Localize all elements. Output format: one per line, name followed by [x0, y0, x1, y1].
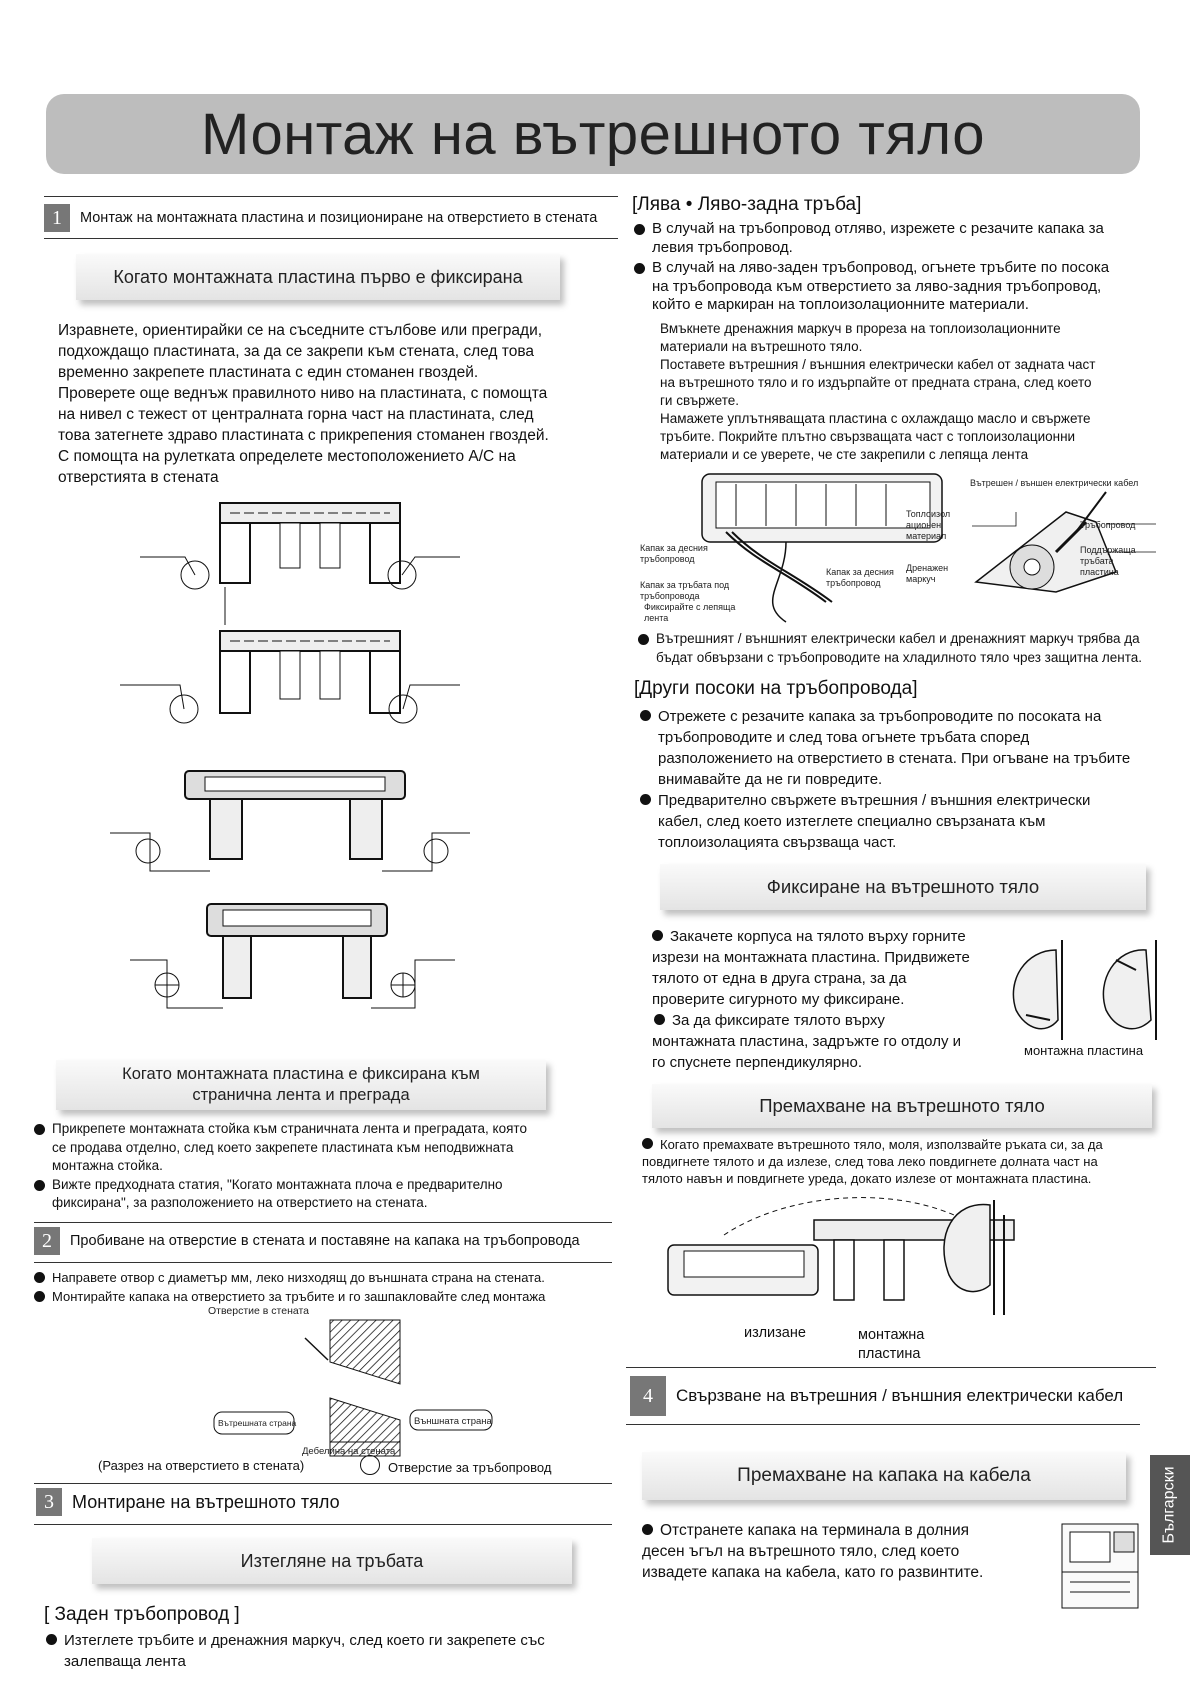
plate-label-line: пластина [858, 1346, 921, 1362]
wall-hole-diagram [210, 1316, 500, 1466]
right-cover-label: тръбопровод [826, 578, 881, 588]
text-line: материали на вътрешното тяло. [660, 339, 863, 354]
text-line: С помощта на рулетката определете местоположението A/C на [58, 448, 516, 465]
text-line: Монтирайте капака на отверстието за тръбите и го зашпакловайте след монтажа [52, 1289, 546, 1304]
text-line: Закачете корпуса на тялото върху горните [670, 928, 966, 945]
subsection-title: Когато монтажната пластина първо е фиксирана [113, 266, 523, 287]
cable-cover-text [642, 1520, 1032, 1583]
divider [44, 196, 618, 197]
other-directions-title: [Други посоки на тръбопровода] [634, 678, 918, 699]
subsection-box [652, 1084, 1152, 1128]
text-line: ги свържете. [660, 393, 740, 408]
diagram-label [826, 567, 894, 589]
text-line: монтажна стойка. [52, 1158, 163, 1173]
text-line: повдигнете тялото и да излезе, след това леко повдигнете долната част на [642, 1154, 1098, 1169]
divider [34, 1524, 612, 1525]
text-line: Поставете вътрешния / външния електрически кабел от задната част [660, 357, 1096, 372]
plate-diagram-2 [120, 625, 460, 725]
section-heading: Пробиване на отверстие в стената и поставяне на капака на тръбопровода [70, 1233, 580, 1249]
divider [44, 238, 618, 239]
hole-label: Отверстие в стената [208, 1305, 310, 1317]
section-caption: (Разрез на отверстието в стената) [98, 1458, 305, 1473]
text-line: бъдат обвързани с тръбопроводите на хладилното тяло чрез защитна лента. [656, 649, 1143, 665]
text-line: Вижте предходната статия, "Когато монтажната плоча е предварително [52, 1176, 503, 1192]
subsection-box [660, 864, 1146, 910]
diagram-label [906, 509, 950, 542]
text-line: тялото навън и повдигнете уреда, докато излезе от монтажната пластина. [642, 1171, 1092, 1186]
bottom-cover-label: Капак за тръбата под [640, 580, 730, 590]
bullet-icon [634, 263, 645, 274]
text-line: тръбите. Покрийте плътно свързващата част с топлоизолационни [660, 429, 1076, 444]
section-number: 4 [630, 1376, 666, 1416]
plate-label-line: монтажна [858, 1327, 925, 1343]
text-line: подхождащо пластината, за да се закрепи към стената, след това [58, 343, 535, 360]
drain-hose-label: маркуч [906, 574, 936, 584]
section-4-header [630, 1376, 1123, 1416]
outer-side-label: Външната страна [414, 1416, 492, 1427]
divider [34, 1483, 612, 1484]
text-line: Проверете още веднъж правилното ниво на пластината, с помощта [58, 385, 548, 402]
insulation-label: ационен [906, 520, 942, 530]
pipe-hole-icon [360, 1455, 380, 1475]
text-line: Вътрешният / външният електрически кабел и дренажният маркуч трябва да [656, 631, 1140, 646]
text-line: Когато премахвате вътрешното тяло, моля, използвайте ръката си, за да [660, 1137, 1103, 1152]
text-line: За да фиксирате тялото върху [672, 1012, 885, 1029]
text-line: проверите сигурното му фиксиране. [652, 991, 905, 1008]
pipe-label: Тръбопровод [1080, 520, 1136, 530]
tape-label: Фиксирайте с лепяща [644, 602, 736, 612]
section-number: 1 [44, 204, 70, 232]
bullet-icon [634, 224, 645, 235]
bullet-icon [640, 794, 651, 805]
right-cover-label: Капак за десния [640, 543, 708, 553]
bullet-icon [34, 1291, 45, 1302]
page-title: Монтаж на вътрешното тяло [200, 101, 985, 167]
left-pipe-notes [660, 320, 1180, 464]
subsection-box [76, 254, 560, 300]
text-line: тръбопроводите и след това огънете тръбата според [658, 729, 1030, 746]
diagram-label [640, 543, 708, 565]
tape-label: лента [644, 613, 669, 623]
exit-label: излизане [744, 1325, 806, 1341]
diagram-label [1080, 545, 1136, 578]
text-line: монтажната пластина, задръжте го отдолу и [652, 1033, 961, 1050]
mounting-plate-label: монтажна пластина [1024, 1043, 1144, 1058]
subsection-title: Премахване на капака на кабела [737, 1465, 1031, 1486]
text-line: Отрежете с резачите капака за тръбопроводите по посоката на [658, 708, 1102, 725]
plate-instructions [58, 320, 598, 488]
text-line: В случай на ляво-заден тръбопровод, огънете тръбите по посока [652, 259, 1110, 276]
subsection-title: Изтегляне на тръбата [240, 1550, 424, 1571]
side-strip-bullets [34, 1120, 614, 1213]
text-line: отверстията в стената [58, 469, 219, 486]
text-line: фиксирана", за разположението на отверстието на стената. [52, 1195, 428, 1210]
section-1-header [44, 204, 597, 232]
text-line: Направете отвор с диаметър мм, леко низходящ до външната страна на стената. [52, 1270, 545, 1285]
text-line: В случай на тръбопровод отляво, изрежете с резачите капака за [652, 220, 1104, 237]
text-line: внимавайте да не ги повредите. [658, 771, 883, 788]
bullet-icon [654, 1014, 665, 1025]
diagram-label [906, 563, 948, 585]
text-line: Намажете уплътняващата пластина с охлаждащо масло и свържете [660, 411, 1091, 426]
subsection-box [642, 1452, 1126, 1500]
text-line: се продава отделно, след което закрепете пластината към неподвижната [52, 1139, 514, 1155]
removal-diagram [664, 1195, 1164, 1325]
language-label: Български [1161, 1466, 1178, 1544]
text-line: който е маркиран на топлоизолационните материали. [652, 296, 1029, 313]
text-line: материали и се уверете, че сте закрепили с лепяща лента [660, 447, 1029, 462]
fixing-diagram [1006, 940, 1176, 1050]
section-heading: Монтаж на монтажната пластина и позициониране на отверстието в стената [80, 210, 598, 226]
text-line: Изравнете, ориентирайки се на съседните стълбове или прегради, [58, 322, 543, 339]
bullet-icon [34, 1272, 45, 1283]
text-line: кабел, след което изтеглете специално свързаната към [658, 813, 1046, 830]
plate-label [858, 1326, 924, 1364]
text-line: разположението на отверстието в стената. При огъване на тръбите [658, 750, 1131, 767]
text-line: Прикрепете монтажната стойка към страничната лента и преградата, която [52, 1121, 527, 1136]
text-line: извадете капака на кабела, като го развинтите. [642, 1564, 984, 1581]
plate-diagram-3 [110, 767, 470, 872]
support-plate-label: Поддържаща [1080, 545, 1136, 555]
section-heading: Свързване на вътрешния / външния електрически кабел [676, 1386, 1124, 1405]
text-line: това затегнете здраво пластината с прикрепения стоманен гвоздей. [58, 427, 549, 444]
divider [34, 1262, 612, 1263]
support-plate-label: пластина [1080, 567, 1119, 577]
subsection-title: Премахване на вътрешното тяло [759, 1095, 1045, 1116]
cable-binding-note [638, 630, 1178, 667]
language-tab [1150, 1455, 1190, 1555]
text-line: десен ъгъл на вътрешното тяло, след което [642, 1543, 960, 1560]
section-3-header [36, 1488, 340, 1516]
text-line: Предварително свържете вътрешния / външния електрически [658, 792, 1091, 809]
support-plate-label: тръбата [1080, 556, 1114, 566]
inner-side-label: Вътрешната страна [218, 1418, 297, 1428]
text-line: топлоизолацията свързваща част. [658, 834, 897, 851]
rear-pipe-title: [ Заден тръбопровод ] [44, 1604, 240, 1625]
bullet-icon [652, 930, 663, 941]
text-line: го спуснете перпендикулярно. [652, 1054, 863, 1071]
cable-cover-diagram [1060, 1522, 1140, 1612]
plate-diagram-4 [125, 900, 465, 1010]
bullet-icon [642, 1138, 653, 1149]
section-2-header [34, 1227, 580, 1255]
text-line: Отстранете капака на терминала в долния [660, 1522, 970, 1539]
subsection-box [92, 1538, 572, 1584]
divider [626, 1424, 1140, 1425]
other-directions-bullets [640, 706, 1180, 853]
removal-text [642, 1136, 1182, 1187]
wall-thickness-label: Дебелина на стената [302, 1446, 396, 1457]
section-number: 3 [36, 1488, 62, 1516]
bullet-icon [642, 1524, 653, 1535]
rear-pipe-bullet [46, 1630, 626, 1672]
title-bar [46, 94, 1140, 174]
subsection-title: странична лента и преграда [192, 1086, 410, 1104]
left-pipe-title: [Лява • Ляво-задна тръба] [632, 194, 862, 215]
wall-hole-bullets [34, 1268, 634, 1306]
bullet-icon [640, 710, 651, 721]
fixing-text [652, 926, 1012, 1073]
left-pipe-bullets [634, 220, 1174, 315]
right-cover-label: Капак за десния [826, 567, 894, 577]
right-cover-label: тръбопровод [640, 554, 695, 564]
text-line: на тръбопровода към отверстието за ляво-задния тръбопровод, [652, 277, 1102, 295]
text-line: левия тръбопровод. [652, 238, 793, 256]
section-heading: Монтиране на вътрешното тяло [72, 1491, 340, 1512]
bullet-icon [46, 1634, 57, 1645]
text-line: тялото от една в друга страна, за да [652, 970, 907, 987]
text-line: временно закрепете пластината с един стоманен гвоздей. [58, 364, 479, 381]
text-line: изрези на монтажната пластина. Придвижете [652, 949, 970, 966]
cable-label: Вътрешен / външен електрически кабел [970, 478, 1139, 488]
text-line: залепваща лента [64, 1653, 186, 1670]
bullet-icon [34, 1124, 45, 1135]
text-line: Вмъкнете дренажния маркуч в прореза на топлоизолационните [660, 321, 1061, 336]
subsection-title: Когато монтажната пластина е фиксирана към [122, 1065, 480, 1083]
text-line: Изтеглете тръбите и дренажния маркуч, след което ги закрепете със [64, 1632, 545, 1649]
insulation-label: материал [906, 531, 947, 541]
subsection-box [56, 1060, 546, 1110]
plate-diagram-1 [130, 495, 460, 595]
bottom-cover-label: тръбопровода [640, 591, 700, 601]
divider [626, 1367, 1156, 1368]
subsection-title: Фиксиране на вътрешното тяло [766, 876, 1040, 897]
diagram-label [640, 580, 735, 624]
divider [34, 1222, 612, 1223]
bullet-icon [34, 1180, 45, 1191]
text-line: на нивел с тежест от централната горна част на пластината, след [58, 406, 534, 423]
pipe-hole-caption: Отверстие за тръбопровод [388, 1460, 552, 1475]
drain-hose-label: Дренажен [906, 563, 949, 573]
text-line: на вътрешното тяло и го издърпайте от предната страна, след което [660, 375, 1092, 390]
insulation-label: Топлоизол [906, 509, 951, 519]
section-number: 2 [34, 1227, 60, 1255]
bullet-icon [638, 634, 649, 645]
